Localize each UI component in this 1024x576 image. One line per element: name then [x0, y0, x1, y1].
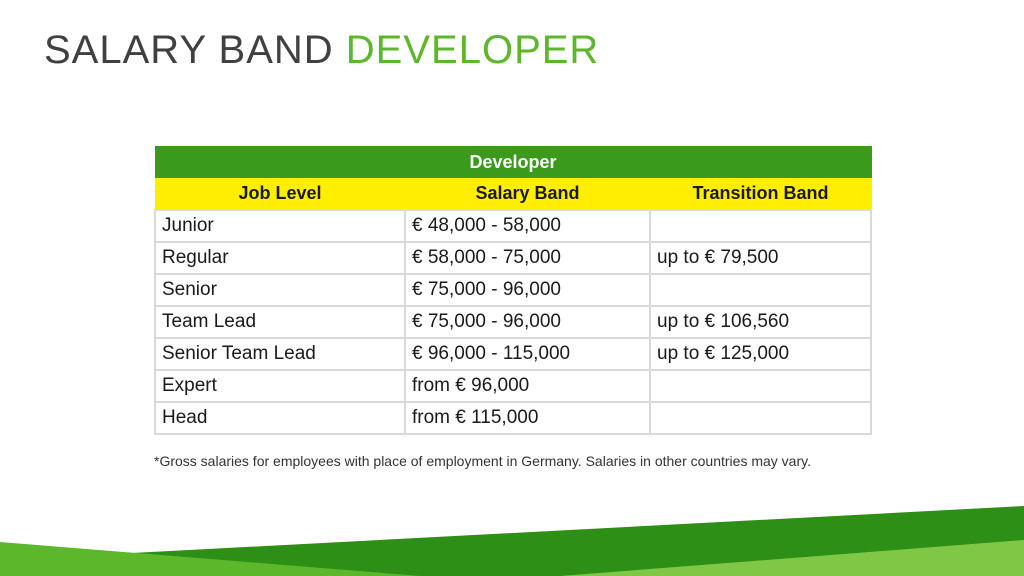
cell-transition-band [650, 210, 871, 242]
cell-salary-band: € 58,000 - 75,000 [405, 242, 650, 274]
decor-band-light-right [560, 540, 1024, 576]
salary-table-container [154, 146, 870, 435]
salary-table [154, 146, 872, 435]
title-main: SALARY BAND [44, 28, 334, 72]
cell-salary-band: € 75,000 - 96,000 [405, 306, 650, 338]
table-row [155, 242, 871, 274]
cell-salary-band: € 75,000 - 96,000 [405, 274, 650, 306]
cell-job-level: Head [155, 402, 405, 434]
table-row [155, 210, 871, 242]
cell-salary-band: € 96,000 - 115,000 [405, 338, 650, 370]
cell-job-level: Senior [155, 274, 405, 306]
column-header-job-level: Job Level [155, 178, 405, 211]
page-title [44, 28, 599, 73]
cell-salary-band: from € 96,000 [405, 370, 650, 402]
cell-job-level: Regular [155, 242, 405, 274]
decor-band-dark [0, 506, 1024, 576]
column-header-salary-band: Salary Band [405, 178, 650, 211]
table-column-header-row [155, 178, 871, 211]
cell-job-level: Junior [155, 210, 405, 242]
title-accent: DEVELOPER [345, 28, 600, 72]
cell-transition-band [650, 274, 871, 306]
footnote: *Gross salaries for employees with place of employment in Germany. Salaries in other countries may vary. [154, 453, 811, 469]
table-row [155, 370, 871, 402]
column-header-transition-band: Transition Band [650, 178, 871, 211]
decor-band-light-left [0, 542, 420, 576]
cell-transition-band [650, 402, 871, 434]
table-row [155, 402, 871, 434]
cell-transition-band [650, 370, 871, 402]
cell-transition-band: up to € 125,000 [650, 338, 871, 370]
table-group-header-row [155, 147, 871, 178]
cell-transition-band: up to € 79,500 [650, 242, 871, 274]
cell-job-level: Senior Team Lead [155, 338, 405, 370]
cell-salary-band: € 48,000 - 58,000 [405, 210, 650, 242]
cell-transition-band: up to € 106,560 [650, 306, 871, 338]
cell-salary-band: from € 115,000 [405, 402, 650, 434]
table-row [155, 338, 871, 370]
cell-job-level: Team Lead [155, 306, 405, 338]
table-row [155, 306, 871, 338]
cell-job-level: Expert [155, 370, 405, 402]
table-row [155, 274, 871, 306]
table-group-header: Developer [155, 147, 871, 178]
